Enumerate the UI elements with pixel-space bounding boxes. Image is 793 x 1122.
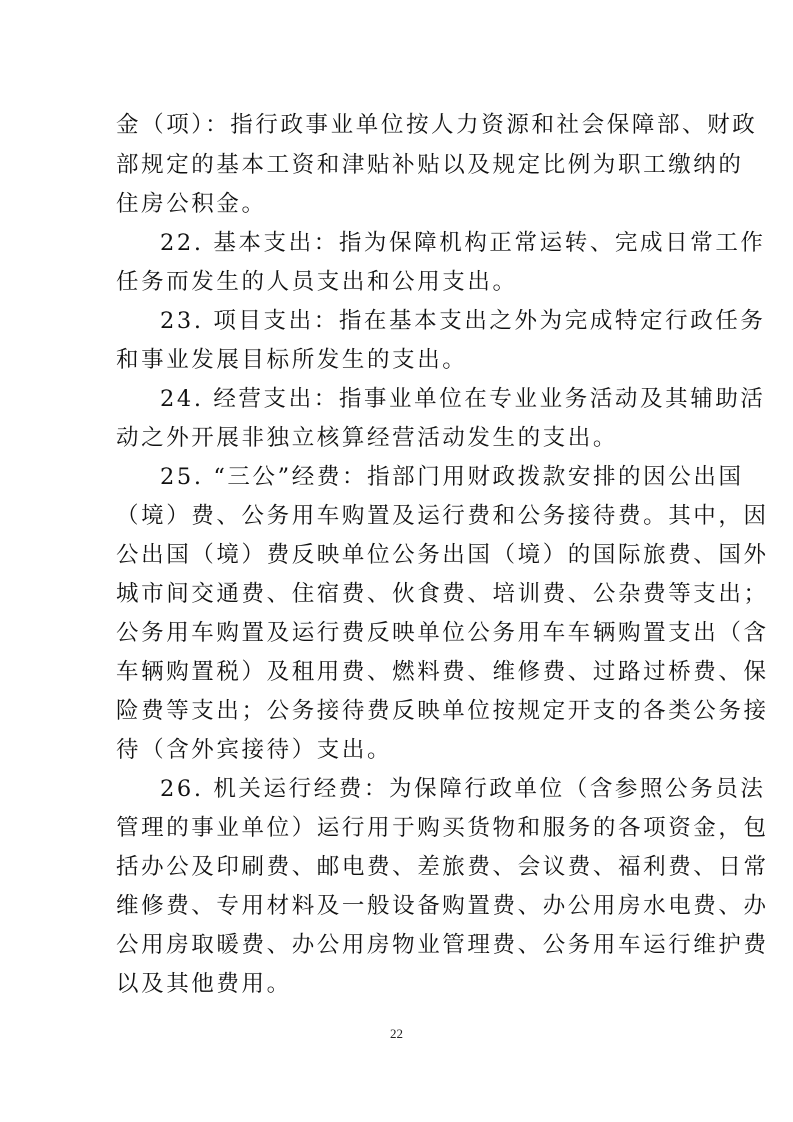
text-line: 险费等支出；公务接待费反映单位按规定开支的各类公务接 <box>116 698 769 724</box>
text-line: 公出国（境）费反映单位公务出国（境）的国际旅费、国外 <box>116 542 769 568</box>
text-line: 动之外开展非独立核算经营活动发生的支出。 <box>116 425 619 451</box>
text-line: （境）费、公务用车购置及运行费和公务接待费。其中，因 <box>116 503 769 529</box>
text-line: 23. 项目支出：指在基本支出之外为完成特定行政任务 <box>160 308 766 334</box>
text-line: 金（项）：指行政事业单位按人力资源和社会保障部、财政 <box>116 112 758 138</box>
text-line: 22. 基本支出：指为保障机构正常运转、完成日常工作 <box>160 230 766 256</box>
text-line: 以及其他费用。 <box>116 971 292 997</box>
text-line: 公务用车购置及运行费反映单位公务用车车辆购置支出（含 <box>116 620 769 646</box>
text-line: 车辆购置税）及租用费、燃料费、维修费、过路过桥费、保 <box>116 659 769 685</box>
text-line: 和事业发展目标所发生的支出。 <box>116 347 468 373</box>
text-line: 24. 经营支出：指事业单位在专业业务活动及其辅助活 <box>160 386 766 412</box>
text-line: 括办公及印刷费、邮电费、差旅费、会议费、福利费、日常 <box>116 854 769 880</box>
text-line: 待（含外宾接待）支出。 <box>116 737 393 763</box>
text-line: 26. 机关运行经费：为保障行政单位（含参照公务员法 <box>160 776 766 802</box>
text-line: 25. “三公”经费：指部门用财政拨款安排的因公出国 <box>160 464 744 490</box>
page-number: 22 <box>390 1026 403 1041</box>
text-line: 公用房取暖费、办公用房物业管理费、公务用车运行维护费 <box>116 932 769 958</box>
text-line: 维修费、专用材料及一般设备购置费、办公用房水电费、办 <box>116 893 769 919</box>
text-line: 住房公积金。 <box>116 191 267 217</box>
text-line: 任务而发生的人员支出和公用支出。 <box>116 269 518 295</box>
text-line: 部规定的基本工资和津贴补贴以及规定比例为职工缴纳的 <box>116 152 744 178</box>
text-line: 管理的事业单位）运行用于购买货物和服务的各项资金，包 <box>116 815 769 841</box>
text-line: 城市间交通费、住宿费、伙食费、培训费、公杂费等支出； <box>116 581 769 607</box>
